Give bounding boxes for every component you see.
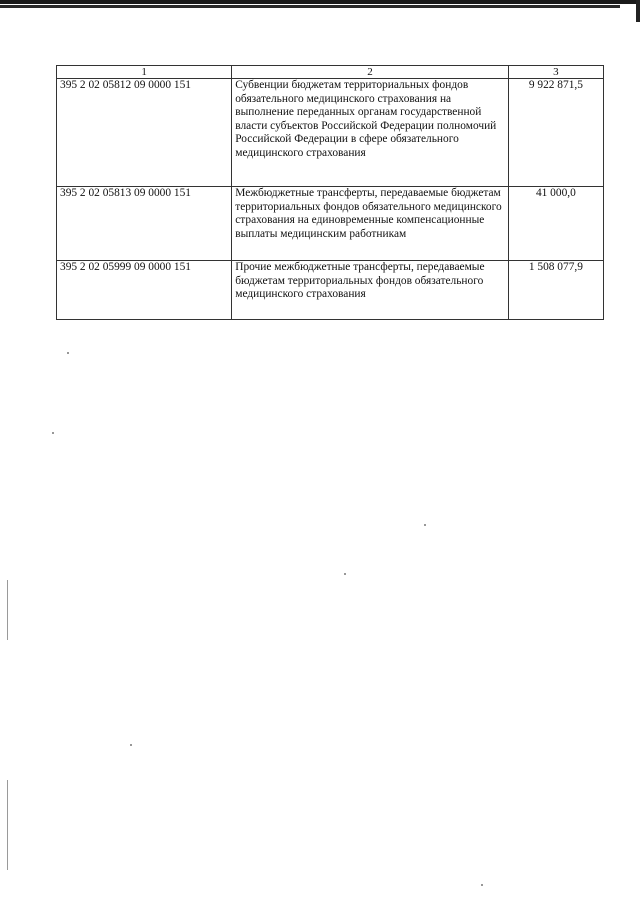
- budget-code-cell: 395 2 02 05999 09 0000 151: [57, 261, 232, 320]
- table-header-row: [57, 66, 604, 79]
- description-cell: Субвенции бюджетам территориальных фондов обязательного медицинского страхования на выполнение переданных органам государственной власти субъектов Российской Федерации полномочий Российской Федерации в сфере обязательного медицинского страхования: [232, 79, 509, 187]
- scan-top-border: [0, 0, 640, 10]
- budget-code-cell: 395 2 02 05812 09 0000 151: [57, 79, 232, 187]
- column-number-3: 3: [508, 66, 603, 79]
- description-cell: Прочие межбюджетные трансферты, передаваемые бюджетам территориальных фондов обязательного медицинского страхования: [232, 261, 509, 320]
- scan-speck: [481, 884, 483, 886]
- scan-corner-mark: [636, 0, 640, 22]
- scan-speck: [344, 573, 346, 575]
- scan-speck: [52, 432, 54, 434]
- scan-margin-mark: [7, 580, 8, 640]
- table-row: [57, 79, 604, 187]
- budget-code-cell: 395 2 02 05813 09 0000 151: [57, 187, 232, 261]
- scan-speck: [67, 352, 69, 354]
- amount-cell: 1 508 077,9: [508, 261, 603, 320]
- budget-revenue-table: [56, 65, 604, 320]
- table-row: [57, 261, 604, 320]
- scan-margin-mark: [7, 780, 8, 870]
- column-number-1: 1: [57, 66, 232, 79]
- amount-cell: 41 000,0: [508, 187, 603, 261]
- table-row: [57, 187, 604, 261]
- scan-speck: [130, 744, 132, 746]
- scan-edge-line: [0, 0, 640, 4]
- description-cell: Межбюджетные трансферты, передаваемые бюджетам территориальных фондов обязательного медицинского страхования на единовременные компенсационные выплаты медицинским работникам: [232, 187, 509, 261]
- scan-speck: [424, 524, 426, 526]
- amount-cell: 9 922 871,5: [508, 79, 603, 187]
- scan-edge-line-secondary: [0, 5, 620, 8]
- column-number-2: 2: [232, 66, 509, 79]
